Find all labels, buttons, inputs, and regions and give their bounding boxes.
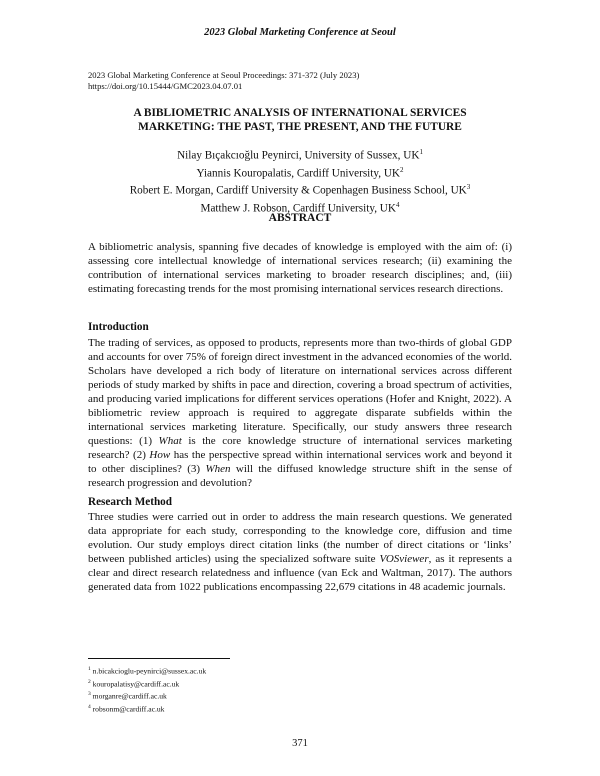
proceedings-citation: 2023 Global Marketing Conference at Seoul Proceedings: 371-372 (July 2023) <box>88 70 360 80</box>
intro-emphasis-what: What <box>158 435 182 447</box>
author-affiliation: Matthew J. Robson, Cardiff University, UK <box>200 202 396 215</box>
author-affiliation: Yiannis Kouropalatis, Cardiff University, UK <box>196 167 401 180</box>
introduction-heading: Introduction <box>88 321 149 333</box>
intro-segment: will the diffused knowledge structure shift in the sense of research progression and devolution? <box>88 463 513 489</box>
author-3 <box>60 180 540 198</box>
intro-emphasis-how: How <box>149 449 171 461</box>
intro-segment: The trading of services, as opposed to products, represents more than two-thirds of global GDP and accounts for over 75% of foreign direct investment in the advanced economies of the world. Scholars have developed a rich body of literature on international services across different periods of study marked by shifts in pace and direction, covering a broad spectrum of activities, and producing varied implications for different services operations (Hofer and Knight, 2022). A bibliometric review approach is required to aggregate disparate subfields within the international services marketing literature. Specifically, our study answers three research questions: (1) <box>88 337 512 447</box>
footnote-email[interactable]: n.bicakcioglu-peynirci@sussex.ac.uk <box>92 666 207 676</box>
footnote-email[interactable]: robsonm@cardiff.ac.uk <box>92 704 165 714</box>
footnote-2 <box>88 677 206 690</box>
footnote-1 <box>88 664 206 677</box>
intro-segment: has the perspective spread within international services work and beyond it to other disciplines? (3) <box>88 449 512 475</box>
paper-title <box>60 106 540 134</box>
author-affiliation: Nilay Bıçakcıoğlu Peynirci, University of Sussex, UK <box>177 149 420 162</box>
intro-segment: is the core knowledge structure of international services marketing research? (2) <box>88 435 512 461</box>
footnote-mark: 1 <box>88 666 91 672</box>
research-method-text <box>88 510 512 594</box>
abstract-heading: ABSTRACT <box>268 212 332 224</box>
doi-link[interactable]: https://doi.org/10.15444/GMC2023.04.07.01 <box>88 81 243 91</box>
footnote-mark: 3 <box>88 691 91 698</box>
footnote-divider <box>88 658 230 659</box>
software-name: VOSviewer <box>379 553 429 565</box>
author-list <box>60 145 540 216</box>
page-number: 371 <box>292 738 308 749</box>
footnote-3 <box>88 689 206 702</box>
method-segment: Three studies were carried out in order to address the main research questions. We generated data appropriate for each study, corresponding to the knowledge core, diffusion and time evolution. Our study employs direct citation links (the number of direct citations or ‘links’ between published articles) using the specialized software suite <box>88 511 512 565</box>
footnote-email[interactable]: morganre@cardiff.ac.uk <box>92 691 167 701</box>
footnote-mark: 4 <box>395 201 400 210</box>
author-1 <box>60 145 540 163</box>
footnote-mark: 4 <box>88 703 91 710</box>
method-segment: , as it represents a clear and direct research relatedness and influence (van Eck and Waltman, 2017). The authors generated data from 1022 publications encompassing 22,679 citations in 48 academic journals. <box>88 553 512 593</box>
introduction-text <box>88 336 512 490</box>
running-head: 2023 Global Marketing Conference at Seoul <box>204 27 396 38</box>
research-method-heading: Research Method <box>88 496 172 508</box>
footnote-mark: 3 <box>466 183 471 192</box>
proceedings-info <box>88 70 359 92</box>
footnote-4 <box>88 702 206 715</box>
intro-emphasis-when: When <box>205 463 231 475</box>
title-line-1: A BIBLIOMETRIC ANALYSIS OF INTERNATIONAL SERVICES <box>133 107 467 119</box>
footnote-mark: 2 <box>88 678 91 685</box>
title-line-2: MARKETING: THE PAST, THE PRESENT, AND THE FUTURE <box>138 121 462 133</box>
footnote-email[interactable]: kouropalatisy@cardiff.ac.uk <box>92 679 180 689</box>
footnote-mark: 1 <box>419 148 423 156</box>
author-affiliation: Robert E. Morgan, Cardiff University & Copenhagen Business School, UK <box>129 185 467 198</box>
footnote-mark: 2 <box>400 165 404 174</box>
abstract-text: A bibliometric analysis, spanning five decades of knowledge is employed with the aim of: (i) assessing core intellectual knowledge of international services research; (ii) examining the contribution of international services marketing to broader research disciplines; and, (iii) estimating forecasting trends for the most promising international services research directions. <box>88 241 512 295</box>
author-2 <box>60 163 540 181</box>
footnotes <box>88 664 206 714</box>
